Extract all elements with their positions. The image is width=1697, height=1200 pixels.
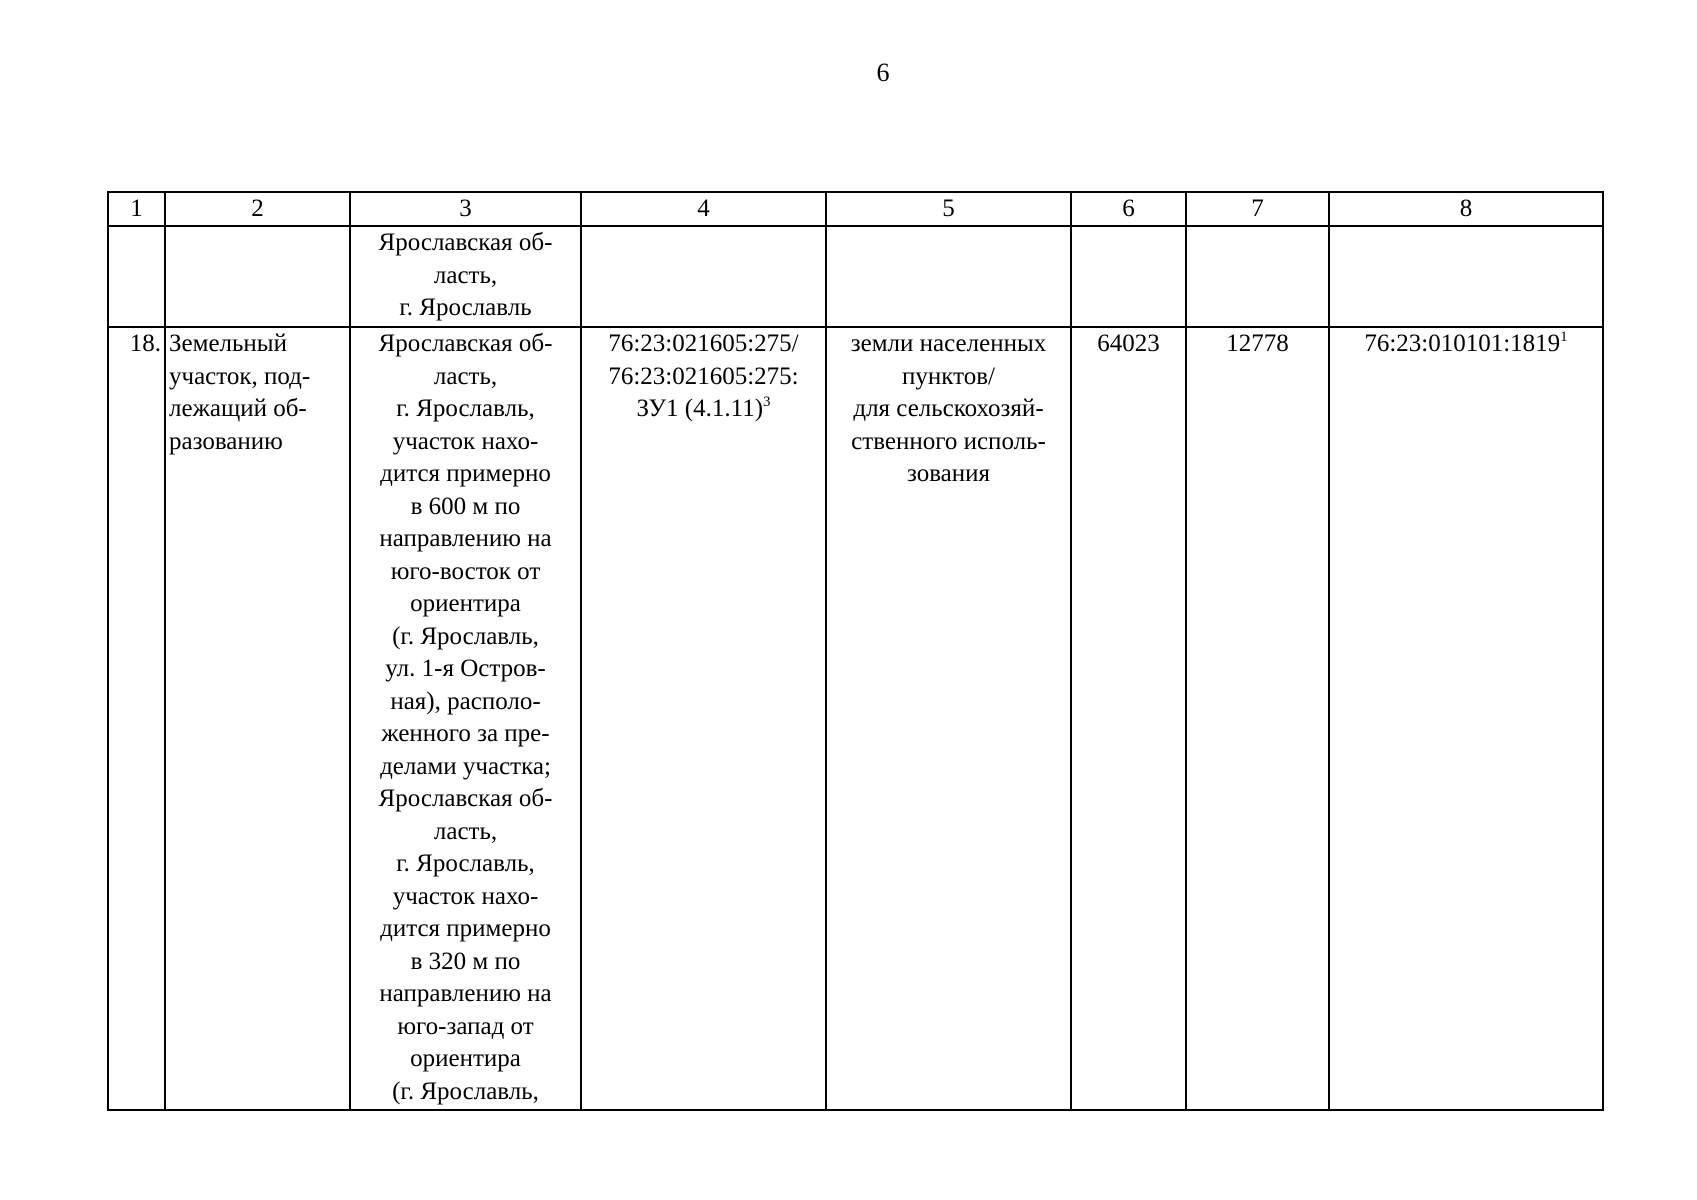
- cadastral-line: [585, 393, 822, 426]
- continuation-cell-4: [581, 226, 826, 327]
- address-line: г. Ярославль,: [396, 395, 535, 422]
- address-line: участок нахо-: [392, 427, 539, 455]
- address-line: в 320 м по: [410, 947, 521, 975]
- header-cell-6: 6: [1071, 192, 1186, 226]
- address-cell: [350, 327, 581, 1110]
- address-line: дится примерно: [380, 460, 551, 487]
- address-line: (г. Ярославль,: [392, 622, 539, 650]
- table-row: [108, 327, 1603, 1110]
- header-cell-5: 5: [826, 192, 1071, 226]
- address-line: ласть,: [433, 817, 498, 845]
- address-line: ная), располо-: [390, 687, 541, 715]
- land-category-line: для сельскохозяй-: [853, 395, 1044, 422]
- address-line: ориентира: [410, 590, 521, 617]
- land-category-line: ственного исполь-: [851, 427, 1046, 455]
- header-cell-1: 1: [108, 192, 165, 226]
- address-line: направлению на: [379, 980, 552, 1007]
- address-line: дится примерно: [380, 915, 551, 942]
- col7-value-cell: [1186, 327, 1329, 1110]
- address-line: женного за пре-: [381, 720, 550, 747]
- col8-value: 76:23:010101:1819: [1364, 330, 1561, 357]
- col7-value: 12778: [1226, 330, 1289, 357]
- row-number: 18.: [129, 330, 161, 357]
- continuation-cell-8: [1329, 226, 1603, 327]
- address-line: ласть,: [433, 362, 498, 390]
- plot-name-line: участок, под-: [169, 362, 311, 390]
- address-line: юго-восток от: [390, 557, 541, 585]
- land-category-cell: [826, 327, 1071, 1110]
- footnote-mark: 1: [1560, 329, 1568, 345]
- col6-value: 64023: [1097, 330, 1160, 357]
- land-category-line: земли населенных: [850, 330, 1047, 357]
- header-cell-4: 4: [581, 192, 826, 226]
- address-line: (г. Ярославль,: [392, 1077, 539, 1105]
- address-line: г. Ярославль,: [396, 850, 535, 877]
- col8-value-cell: [1329, 327, 1603, 1110]
- address-line: юго-запад от: [397, 1012, 534, 1040]
- address-line: Ярославская об-: [378, 785, 553, 812]
- table-header-row: [108, 192, 1603, 226]
- cadastral-line: 76:23:021605:275:: [608, 362, 799, 390]
- address-line: направлению на: [379, 525, 552, 552]
- row-number-cell: [108, 327, 165, 1110]
- land-category-line: зования: [906, 460, 991, 487]
- land-plots-table: [107, 191, 1604, 1111]
- address-line: делами участка;: [380, 752, 551, 780]
- cadastral-line-text: ЗУ1 (4.1.11): [636, 395, 764, 422]
- cadastral-line: 76:23:021605:275/: [608, 330, 799, 357]
- header-cell-3: 3: [350, 192, 581, 226]
- header-cell-2: 2: [165, 192, 350, 226]
- continuation-cell-5: [826, 226, 1071, 327]
- col6-value-cell: [1071, 327, 1186, 1110]
- continuation-address-cell: [350, 226, 581, 327]
- header-cell-7: 7: [1186, 192, 1329, 226]
- continuation-cell-7: [1186, 226, 1329, 327]
- address-line: участок нахо-: [392, 882, 539, 910]
- plot-name-cell: [165, 327, 350, 1110]
- address-line: Ярославская об-: [378, 229, 553, 256]
- page-number: 6: [876, 58, 890, 87]
- continuation-cell-6: [1071, 226, 1186, 327]
- land-category-line: пунктов/: [902, 362, 995, 390]
- address-line: ласть,: [433, 261, 498, 289]
- continuation-cell-1: [108, 226, 165, 327]
- address-line: в 600 м по: [410, 492, 521, 520]
- address-line: Ярославская об-: [378, 330, 553, 357]
- header-cell-8: 8: [1329, 192, 1603, 226]
- plot-name-line: лежащий об-: [169, 395, 307, 422]
- address-line: г. Ярославль: [399, 294, 532, 321]
- table-row: [108, 226, 1603, 327]
- continuation-cell-2: [165, 226, 350, 327]
- cadastral-number-cell: [581, 327, 826, 1110]
- footnote-mark: 3: [763, 394, 771, 410]
- address-line: ул. 1-я Остров-: [385, 655, 546, 682]
- address-line: ориентира: [410, 1045, 521, 1072]
- plot-name-line: разованию: [169, 427, 283, 455]
- plot-name-line: Земельный: [169, 330, 287, 357]
